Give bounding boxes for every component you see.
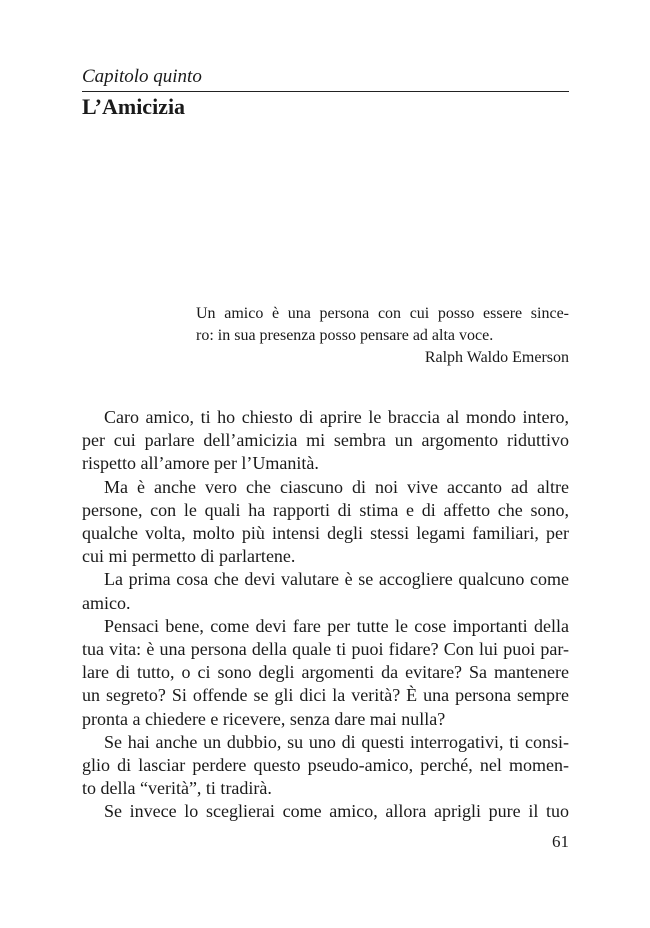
epigraph (196, 303, 569, 369)
body-line: persone, con le quali ha rapporti di stima e di affetto che sono, (82, 499, 569, 520)
body-line: glio di lasciar perdere questo pseudo-amico, perché, nel momen- (82, 755, 569, 776)
body-line: lare di tutto, o ci sono degli argomenti da evitare? Sa mantenere (82, 662, 569, 683)
body-line: Se invece lo sceglierai come amico, allora aprigli pure il tuo (104, 801, 569, 822)
body-text (82, 406, 569, 824)
header-rule (82, 91, 569, 92)
body-line: Se hai anche un dubbio, su uno di questi interrogativi, ti consi- (104, 731, 569, 752)
epigraph-author: Ralph Waldo Emerson (424, 349, 569, 366)
body-line: Ma è anche vero che ciascuno di noi vive accanto ad altre (104, 476, 569, 497)
epigraph-line: ro: in sua presenza posso pensare ad alta voce. (196, 327, 494, 344)
epigraph-line: Un amico è una persona con cui posso essere since- (196, 305, 569, 322)
body-line: per cui parlare dell’amicizia mi sembra un argomento riduttivo (82, 430, 569, 451)
page-number: 61 (552, 832, 569, 851)
body-line: Pensaci bene, come devi fare per tutte le cose importanti della (104, 615, 569, 636)
body-line: amico. (82, 592, 131, 613)
body-line: Caro amico, ti ho chiesto di aprire le braccia al mondo intero, (104, 407, 569, 427)
body-line: pronta a chiedere e ricevere, senza dare mai nulla? (82, 708, 446, 729)
body-line: to della “verità”, ti tradirà. (82, 778, 272, 799)
body-line: cui mi permetto di parlartene. (82, 546, 296, 567)
chapter-label: Capitolo quinto (82, 66, 202, 87)
body-line: tua vita: è una persona della quale ti puoi fidare? Con lui puoi par- (82, 639, 569, 660)
body-line: rispetto all’amore per l’Umanità. (82, 453, 319, 474)
body-line: qualche volta, molto più intensi degli stessi legami familiari, per (82, 523, 569, 544)
body-line: La prima cosa che devi valutare è se accogliere qualcuno come (104, 569, 569, 590)
chapter-title: L’Amicizia (82, 94, 186, 119)
body-line: un segreto? Si offende se gli dici la verità? È una persona sempre (82, 685, 569, 706)
